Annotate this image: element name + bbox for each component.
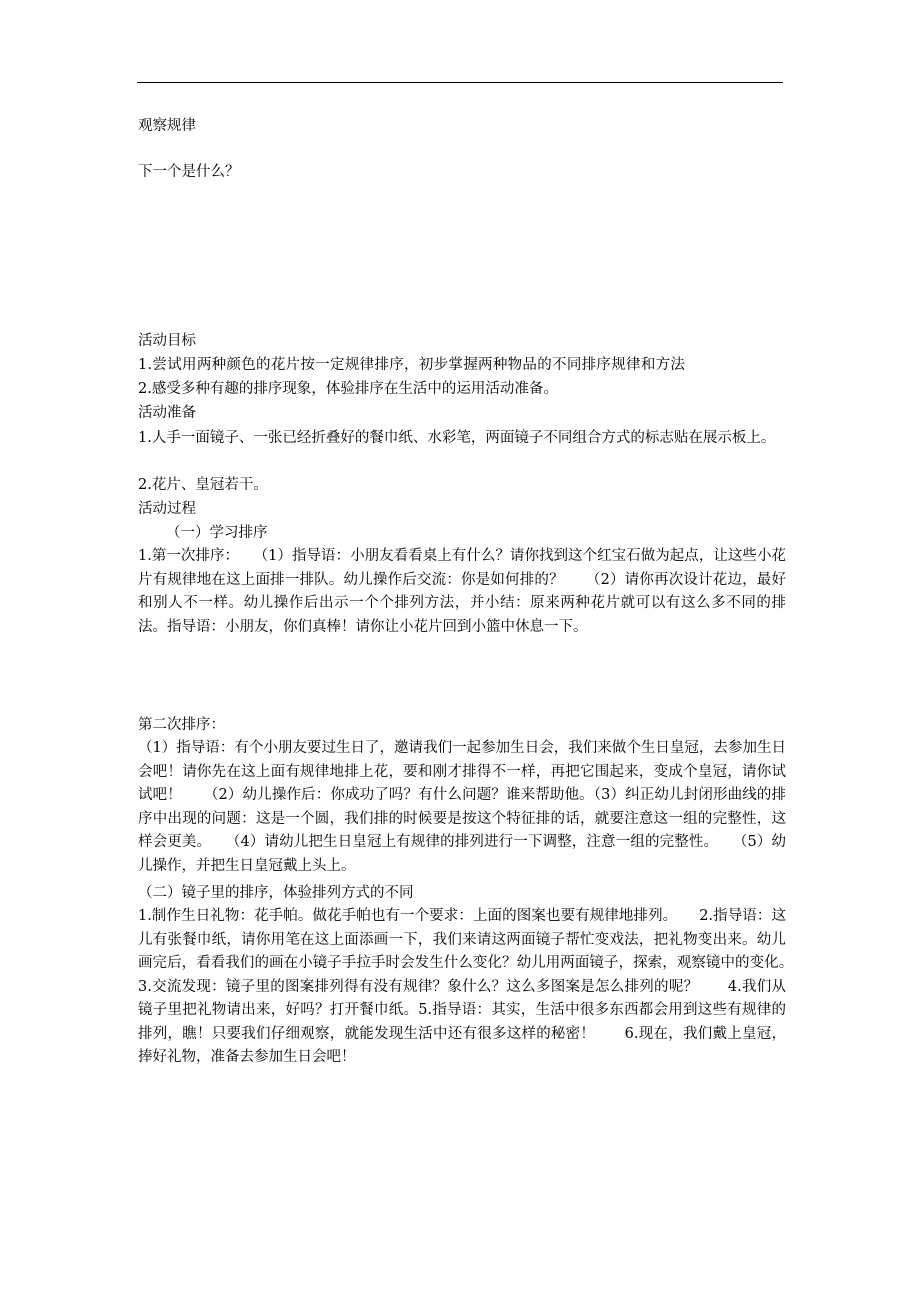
prep-heading: 活动准备 — [138, 405, 196, 421]
second-sort-text: （1）指导语：有个小朋友要过生日了，邀请我们一起参加生日会，我们来做个生日皇冠，去参加生日会吧！请你先在这上面有规律地排上花，要和刚才排得不一样，再把它围起来，变成个皇冠，请你试试吧！ （2）幼儿操作后：你成功了吗？有什么问题？谁来帮助他。（3）纠正幼儿封闭形曲线的排序中出现的问题：这是一个圆，我们排的时候要是按这个特征排的话，就要注意这一组的完整性，这样会更美。 （4）请幼儿把生日皇冠上有规律的排列进行一下调整，注意一组的完整性。 （5）幼儿操作，并把生日皇冠戴上头上。 — [138, 740, 786, 874]
process-heading: 活动过程 — [138, 501, 196, 517]
section-2-heading: （二）镜子里的排序，体验排列方式的不同 — [138, 885, 414, 901]
prep-item-2: 2.花片、皇冠若干。 — [138, 477, 268, 493]
header-rule — [137, 82, 783, 83]
goals-heading: 活动目标 — [138, 333, 196, 349]
doc-title: 观察规律 — [138, 118, 196, 134]
section-1-heading: （一）学习排序 — [166, 525, 268, 541]
second-sort-heading: 第二次排序： — [138, 717, 225, 733]
mirror-activity-text: 1.制作生日礼物：花手帕。做花手帕也有一个要求：上面的图案也要有规律地排列。 2.指导语：这儿有张餐巾纸，请你用笔在这上面添画一下，我们来请这两面镜子帮忙变戏法，把礼物变出来。幼儿画完后，看看我们的画在小镜子手拉手时会发生什么变化？幼儿用两面镜子，探索，观察镜中的变化。 3.交流发现：镜子里的图案排列得有没有规律？象什么？这么多图案是怎么排列的呢？ 4.我们从镜子里把礼物请出来，好吗？打开餐巾纸。5.指导语：其实，生活中很多东西都会用到这些有规律的排列，瞧！只要我们仔细观察，就能发现生活中还有很多这样的秘密！ 6.现在，我们戴上皇冠，捧好礼物，准备去参加生日会吧！ — [138, 908, 815, 1065]
goal-2: 2.感受多种有趣的排序现象，体验排序在生活中的运用活动准备。 — [138, 381, 558, 397]
prep-item-1: 1.人手一面镜子、一张已经折叠好的餐巾纸、水彩笔，两面镜子不同组合方式的标志贴在展示板上。 — [138, 430, 776, 446]
question-text: 下一个是什么？ — [138, 164, 240, 180]
goal-1: 1.尝试用两种颜色的花片按一定规律排序，初步掌握两种物品的不同排序规律和方法 — [138, 357, 686, 373]
first-sort-text: 1.第一次排序： （1）指导语：小朋友看看桌上有什么？请你找到这个红宝石做为起点，让这些小花片有规律地在这上面排一排队。幼儿操作后交流：你是如何排的？ （2）请你再次设计花边，最好和别人不一样。幼儿操作后出示一个个排列方法，并小结：原来两种花片就可以有这么多不同的排法。指导语：小朋友，你们真棒！请你让小花片回到小篮中休息一下。 — [138, 548, 786, 635]
